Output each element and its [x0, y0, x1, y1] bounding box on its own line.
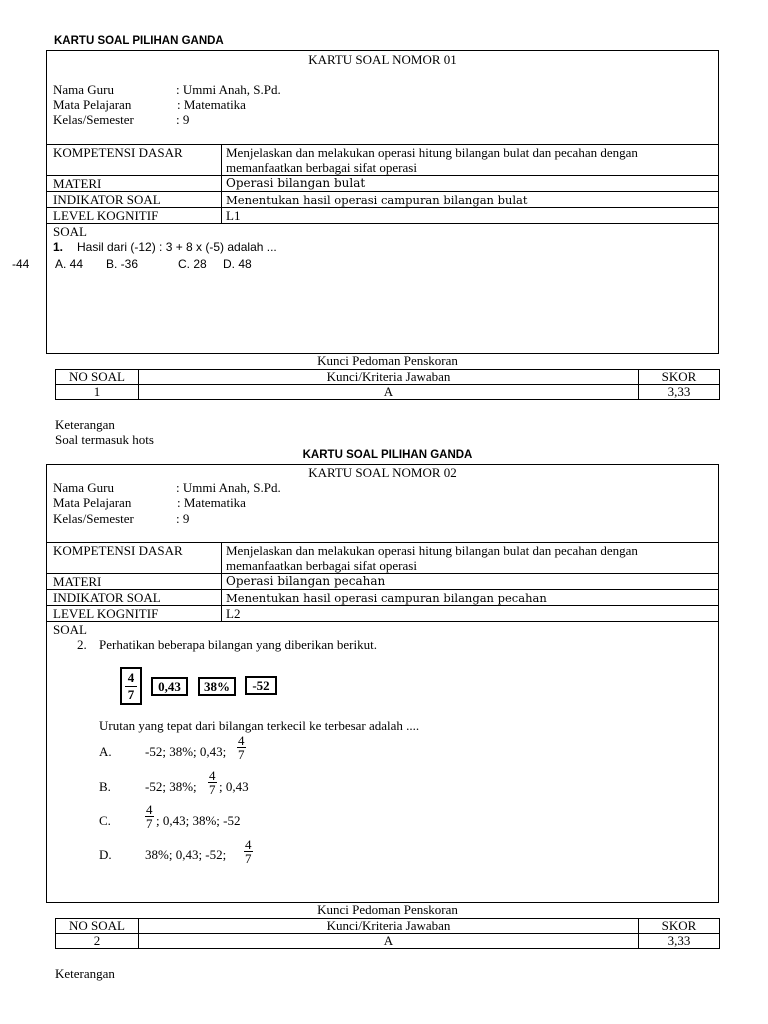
card1-subject-value: : Matematika — [177, 97, 246, 112]
card1-level-label: LEVEL KOGNITIF — [53, 208, 159, 223]
card1-header: KARTU SOAL PILIHAN GANDA — [54, 35, 224, 47]
card1-materi-label: MATERI — [53, 176, 102, 191]
card1-class-label: Kelas/Semester — [53, 112, 134, 127]
option-c-fraction — [145, 803, 154, 830]
card2-level-value: L2 — [226, 606, 241, 621]
card2-class-value: : 9 — [176, 511, 190, 526]
key-header-criteria: Kunci/Kriteria Jawaban — [139, 370, 639, 385]
card2-soal-label: SOAL — [53, 622, 87, 637]
table-row — [56, 385, 720, 400]
key-cell-no: 1 — [56, 385, 139, 400]
key-cell-score: 3,33 — [639, 385, 720, 400]
card2-option-c-letter: C. — [99, 813, 111, 828]
key-cell-score: 3,33 — [639, 934, 720, 949]
card2-level-label: LEVEL KOGNITIF — [53, 606, 159, 621]
key-header-no: NO SOAL — [56, 919, 139, 934]
card2-option-d-text: 38%; 0,43; -52; — [145, 847, 227, 862]
card1-title: KARTU SOAL NOMOR 01 — [308, 52, 457, 67]
option-a-fraction — [237, 734, 246, 761]
card2-key-table — [55, 918, 720, 949]
option-a-fraction-den: 7 — [238, 747, 245, 762]
number-box-negative — [245, 676, 277, 695]
card2-materi-value: Operasi bilangan pecahan — [226, 574, 386, 588]
option-b-fraction — [208, 769, 217, 796]
card1-question: Hasil dari (-12) : 3 + 8 x (-5) adalah ... — [77, 240, 277, 254]
card2-frame — [46, 464, 719, 903]
option-b-fraction-num: 4 — [209, 768, 216, 783]
option-d-fraction — [244, 838, 253, 865]
card2-question: Perhatikan beberapa bilangan yang diberikan berikut. — [99, 637, 377, 652]
number-box-fraction — [120, 667, 142, 705]
option-d-fraction-num: 4 — [245, 837, 252, 852]
card2-teacher-label: Nama Guru — [53, 480, 115, 495]
card1-option-c: C. 28 — [178, 257, 207, 271]
number-box-percent-text: 38% — [204, 679, 230, 694]
card2-option-a-text: -52; 38%; 0,43; — [145, 744, 227, 759]
card2-subject-label: Mata Pelajaran — [53, 495, 132, 510]
card2-option-b-letter: B. — [99, 779, 111, 794]
card1-soal-label: SOAL — [53, 224, 87, 239]
number-box-fraction-num: 4 — [125, 670, 137, 687]
card1-kd-value: Menjelaskan dan melakukan operasi hitung bilangan bulat dan pecahan dengan memanfaatkan berbagai sifat operasi — [226, 145, 638, 175]
card1-margin-note: -44 — [12, 257, 30, 271]
number-box-fraction-den: 7 — [127, 687, 135, 702]
number-box-percent — [198, 677, 236, 696]
card1-option-a: A. 44 — [55, 257, 84, 271]
key-header-score: SKOR — [639, 919, 720, 934]
card2-subject-value: : Matematika — [177, 495, 246, 510]
card1-indikator-label: INDIKATOR SOAL — [53, 192, 161, 207]
option-c-fraction-num: 4 — [146, 802, 153, 817]
option-d-fraction-den: 7 — [245, 851, 252, 866]
card2-note-label: Keterangan — [55, 966, 115, 981]
key-cell-no: 2 — [56, 934, 139, 949]
card1-subject-label: Mata Pelajaran — [53, 97, 132, 112]
card1-key-table — [55, 369, 720, 400]
card1-option-b: B. -36 — [106, 257, 139, 271]
card2-materi-label: MATERI — [53, 574, 102, 589]
card2-title: KARTU SOAL NOMOR 02 — [308, 465, 457, 480]
card2-option-b-text-after: ; 0,43 — [219, 779, 249, 794]
card1-materi-value: Operasi bilangan bulat — [226, 176, 366, 190]
table-row — [56, 919, 720, 934]
key-cell-answer: A — [139, 934, 639, 949]
key-cell-answer: A — [139, 385, 639, 400]
card1-key-title: Kunci Pedoman Penskoran — [317, 353, 458, 368]
card2-kd-value: Menjelaskan dan melakukan operasi hitung bilangan bulat dan pecahan dengan memanfaatkan berbagai sifat operasi — [226, 543, 638, 573]
card1-option-d: D. 48 — [223, 257, 252, 271]
card1-indikator-value: Menentukan hasil operasi campuran bilangan bulat — [226, 193, 528, 207]
card2-class-label: Kelas/Semester — [53, 511, 134, 526]
card2-option-d-letter: D. — [99, 847, 112, 862]
option-b-fraction-den: 7 — [209, 782, 216, 797]
card2-key-title: Kunci Pedoman Penskoran — [317, 902, 458, 917]
table-row — [56, 934, 720, 949]
card2-indikator-label: INDIKATOR SOAL — [53, 590, 161, 605]
card2-question-number: 2. — [77, 637, 87, 652]
option-c-fraction-den: 7 — [146, 816, 153, 831]
card2-option-c-text-after: ; 0,43; 38%; -52 — [156, 813, 241, 828]
card1-note-text: Soal termasuk hots — [55, 432, 154, 447]
table-row — [56, 370, 720, 385]
card2-indikator-value: Menentukan hasil operasi campuran bilangan pecahan — [226, 591, 547, 605]
card1-class-value: : 9 — [176, 112, 190, 127]
key-header-criteria: Kunci/Kriteria Jawaban — [139, 919, 639, 934]
card1-level-value: L1 — [226, 208, 241, 223]
card1-teacher-label: Nama Guru — [53, 82, 115, 97]
card2-option-b-text-before: -52; 38%; — [145, 779, 197, 794]
card2-header: KARTU SOAL PILIHAN GANDA — [302, 449, 473, 461]
card2-option-a-letter: A. — [99, 744, 112, 759]
number-box-decimal — [151, 677, 188, 696]
number-box-negative-text: -52 — [252, 678, 270, 693]
card2-teacher-value: : Ummi Anah, S.Pd. — [176, 480, 281, 495]
card1-kd-label: KOMPETENSI DASAR — [53, 145, 183, 160]
card1-teacher-value: : Ummi Anah, S.Pd. — [176, 82, 281, 97]
card1-question-number: 1. — [53, 240, 64, 254]
card1-note-label: Keterangan — [55, 417, 115, 432]
card2-prompt: Urutan yang tepat dari bilangan terkecil ke terbesar adalah .... — [99, 718, 420, 733]
key-header-score: SKOR — [639, 370, 720, 385]
option-a-fraction-num: 4 — [238, 733, 245, 748]
number-box-decimal-text: 0,43 — [158, 679, 181, 694]
card2-kd-label: KOMPETENSI DASAR — [53, 543, 183, 558]
key-header-no: NO SOAL — [56, 370, 139, 385]
